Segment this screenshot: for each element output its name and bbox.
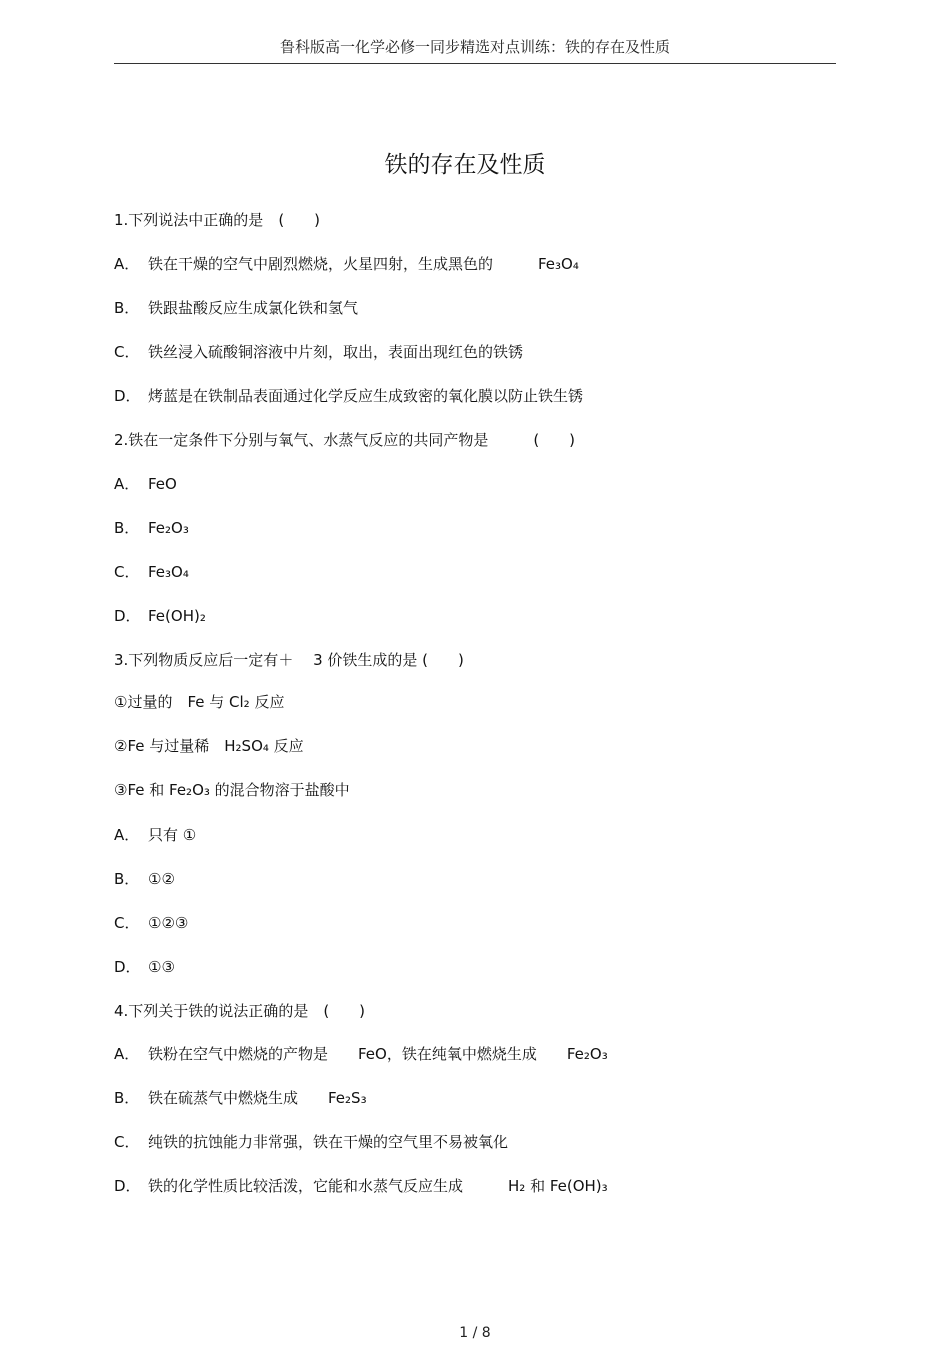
- question-3-item-2: ②Fe 与过量稀 H₂SO₄ 反应: [114, 737, 304, 755]
- question-1-option-d: [114, 386, 583, 406]
- option-text: 只有 ①: [148, 826, 197, 844]
- question-4-option-b: [114, 1088, 367, 1108]
- question-1-option-b: [114, 298, 358, 318]
- option-text: Fe(OH)₂: [148, 607, 206, 625]
- option-letter: B．: [114, 519, 140, 537]
- option-letter: A．: [114, 1045, 140, 1063]
- option-letter: B．: [114, 299, 140, 317]
- question-2-option-c: [114, 562, 189, 582]
- option-text: 铁跟盐酸反应生成氯化铁和氢气: [148, 299, 359, 317]
- option-letter: A．: [114, 255, 140, 273]
- question-3-option-d: [114, 957, 175, 977]
- option-letter: B．: [114, 1089, 140, 1107]
- option-text: 铁粉在空气中燃烧的产物是 FeO，铁在纯氧中燃烧生成 Fe₂O₃: [148, 1045, 608, 1063]
- option-letter: D．: [114, 387, 141, 405]
- question-4-option-c: [114, 1132, 508, 1152]
- option-text: 烤蓝是在铁制品表面通过化学反应生成致密的氧化膜以防止铁生锈: [148, 387, 584, 405]
- option-letter: C．: [114, 343, 140, 361]
- question-2-stem: 2.铁在一定条件下分别与氧气、水蒸气反应的共同产物是 ( ): [114, 431, 576, 449]
- question-3-option-a: [114, 825, 196, 845]
- question-4-option-a: [114, 1044, 608, 1064]
- document-title: 铁的存在及性质: [384, 152, 546, 178]
- question-4-option-d: [114, 1176, 608, 1196]
- question-1-option-a: [114, 254, 579, 274]
- option-letter: A．: [114, 475, 140, 493]
- header-rule: [114, 63, 836, 64]
- question-3-item-1: ①过量的 Fe 与 Cl₂ 反应: [114, 693, 285, 711]
- option-text: Fe₂O₃: [148, 519, 189, 537]
- option-letter: D．: [114, 958, 141, 976]
- question-3-stem: 3.下列物质反应后一定有＋ 3 价铁生成的是 ( ): [114, 651, 464, 669]
- page-number: 1 / 8: [459, 1325, 491, 1341]
- question-4-stem: 4.下列关于铁的说法正确的是 ( ): [114, 1002, 366, 1020]
- question-1-option-c: [114, 342, 523, 362]
- option-letter: C．: [114, 563, 140, 581]
- question-2-option-b: [114, 518, 189, 538]
- option-text: 铁在硫蒸气中燃烧生成 Fe₂S₃: [148, 1089, 367, 1107]
- option-letter: B．: [114, 870, 140, 888]
- option-letter: A．: [114, 826, 140, 844]
- option-text: 铁的化学性质比较活泼，它能和水蒸气反应生成 H₂ 和 Fe(OH)₃: [148, 1177, 608, 1195]
- option-text: 纯铁的抗蚀能力非常强，铁在干燥的空气里不易被氧化: [148, 1133, 509, 1151]
- question-2-option-d: [114, 606, 206, 626]
- question-1-stem: 1.下列说法中正确的是 ( ): [114, 211, 321, 229]
- option-text: 铁在干燥的空气中剧烈燃烧，火星四射，生成黑色的 Fe₃O₄: [148, 255, 579, 273]
- option-letter: C．: [114, 1133, 140, 1151]
- option-text: ①②③: [148, 914, 189, 932]
- option-text: ①②: [148, 870, 175, 888]
- option-letter: D．: [114, 1177, 141, 1195]
- question-3-option-c: [114, 913, 188, 933]
- option-letter: C．: [114, 914, 140, 932]
- question-3-item-3: ③Fe 和 Fe₂O₃ 的混合物溶于盐酸中: [114, 781, 350, 799]
- option-letter: D．: [114, 607, 141, 625]
- option-text: Fe₃O₄: [148, 563, 189, 581]
- option-text: FeO: [148, 475, 177, 493]
- question-2-option-a: [114, 474, 177, 494]
- option-text: 铁丝浸入硫酸铜溶液中片刻，取出，表面出现红色的铁锈: [148, 343, 524, 361]
- question-3-option-b: [114, 869, 175, 889]
- option-text: ①③: [148, 958, 175, 976]
- running-header: 鲁科版高一化学必修一同步精选对点训练：铁的存在及性质: [279, 38, 670, 56]
